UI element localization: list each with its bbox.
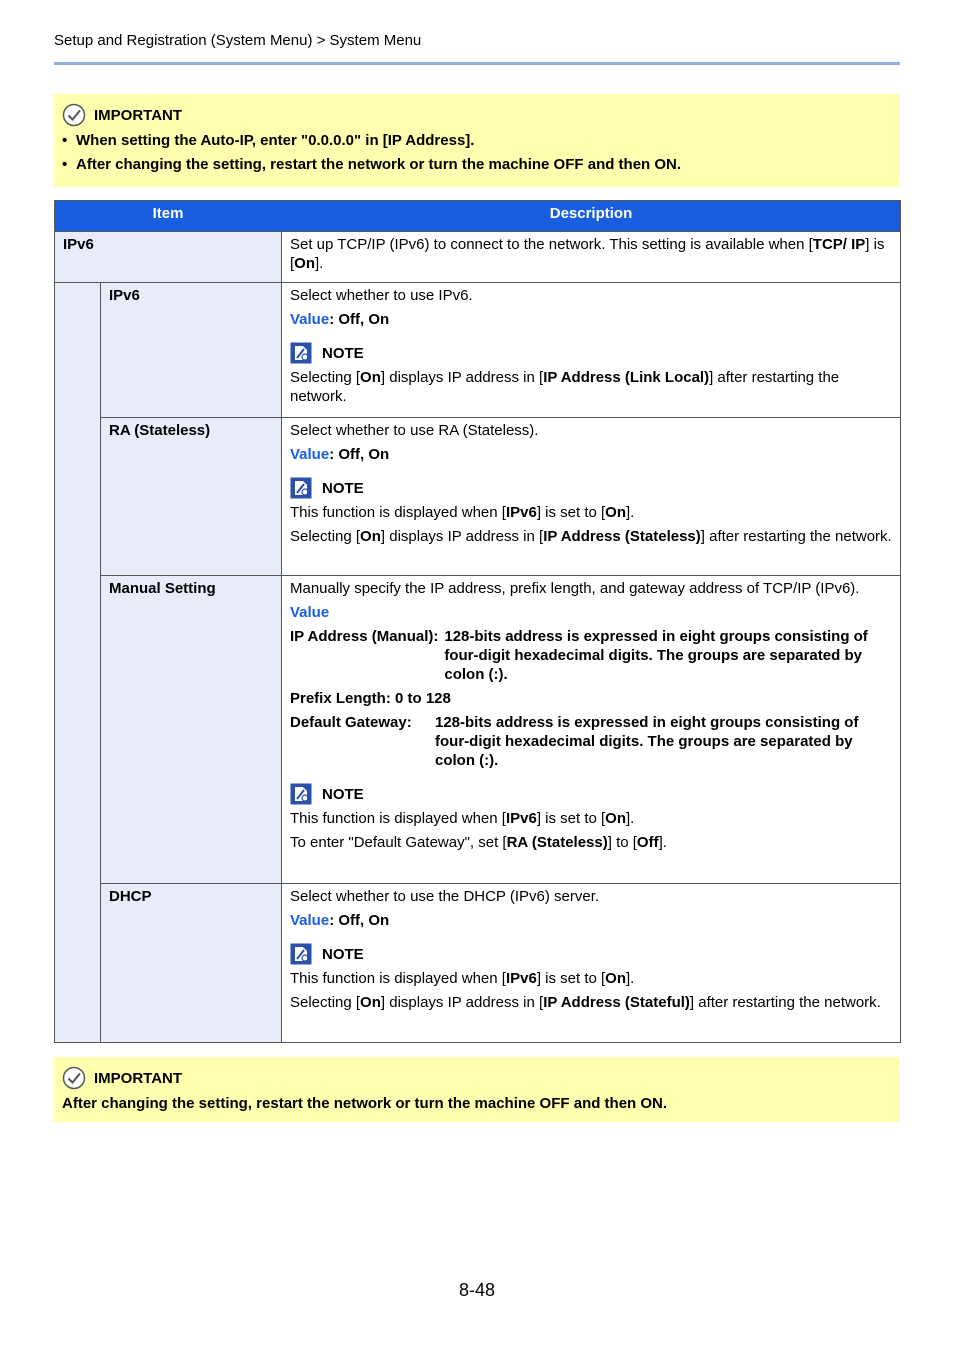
important-text: After changing the setting, restart the network or turn the machine OFF and then ON. <box>62 1095 668 1112</box>
item-manual-setting: Manual Setting <box>101 576 282 884</box>
important-header <box>62 105 892 125</box>
item-ra-stateless: RA (Stateless) <box>101 418 282 576</box>
item-ipv6: IPv6 <box>101 283 282 418</box>
breadcrumb: Setup and Registration (System Menu) > System Menu <box>54 32 422 49</box>
value-label: Value <box>290 446 330 463</box>
important-item: • After changing the setting, restart the network or turn the machine OFF and then ON. <box>62 156 682 173</box>
value-label: Value <box>290 604 330 621</box>
important-title: IMPORTANT <box>94 106 183 124</box>
table-header-row <box>55 201 901 232</box>
description-ipv6-group: Set up TCP/IP (IPv6) to connect to the network. This setting is available when [TCP/ IP] is [On]. <box>282 232 901 283</box>
indent-cell <box>55 283 101 1043</box>
important-item: • When setting the Auto-IP, enter "0.0.0.0" in [IP Address]. <box>62 132 475 149</box>
ip-address-manual: IP Address (Manual): 128-bits address is expressed in eight groups consisting of four-digit hexadecimal digits. The groups are separated by colon (:). <box>290 628 868 683</box>
prefix-length: Prefix Length: 0 to 128 <box>290 690 451 707</box>
table-row <box>55 576 901 884</box>
note-header: NOTE <box>290 942 892 966</box>
description-manual-setting: Manually specify the IP address, prefix length, and gateway address of TCP/IP (IPv6). Value IP Address (Manual): 128-bits address is expressed in eight groups consisting of four-digit hexadecimal digits. The groups are separated by colon (:). Prefix Length: 0 to 128 Default Gateway: 128-bits address is expressed in eight groups consisting of four-digit hexadecimal digits. The groups are separated by colon (:). NOTE This function is displayed when [IPv6] is set to [On]. To enter "Default Gateway", set [RA (Stateless)] to [Off]. <box>282 576 901 884</box>
important-title: IMPORTANT <box>94 1069 183 1087</box>
table-row <box>55 884 901 1043</box>
column-header-description: Description <box>282 201 901 232</box>
check-circle-icon <box>62 103 86 127</box>
value-label: Value <box>290 912 330 929</box>
value-label: Value <box>290 311 330 328</box>
header-rule <box>54 62 900 65</box>
column-header-item: Item <box>55 201 282 232</box>
note-icon <box>290 943 312 965</box>
check-circle-icon <box>62 1066 86 1090</box>
description-ra-stateless: Select whether to use RA (Stateless). Value: Off, On NOTE This function is displayed when [IPv6] is set to [On]. Selecting [On] displays IP address in [IP Address (Stateless)] after restarting the network. <box>282 418 901 576</box>
note-header: NOTE <box>290 476 892 500</box>
note-header: NOTE <box>290 782 892 806</box>
note-header: NOTE <box>290 341 892 365</box>
description-ipv6: Select whether to use IPv6. Value: Off, On NOTE Selecting [On] displays IP address in [IP Address (Link Local)] after restarting the network. <box>282 283 901 418</box>
item-dhcp: DHCP <box>101 884 282 1043</box>
description-dhcp: Select whether to use the DHCP (IPv6) server. Value: Off, On NOTE This function is displayed when [IPv6] is set to [On]. Selecting [On] displays IP address in [IP Address (Stateful)] after restarting the network. <box>282 884 901 1043</box>
table-row <box>55 283 901 418</box>
table-row <box>55 418 901 576</box>
important-box-top <box>54 94 900 187</box>
note-icon <box>290 342 312 364</box>
default-gateway: Default Gateway: 128-bits address is expressed in eight groups consisting of four-digit hexadecimal digits. The groups are separated by colon (:). <box>290 714 859 769</box>
page-number: 8-48 <box>458 1280 496 1300</box>
item-ipv6-group: IPv6 <box>55 232 282 283</box>
important-box-bottom <box>54 1057 900 1122</box>
table-row <box>55 232 901 283</box>
important-header <box>62 1068 892 1088</box>
note-icon <box>290 477 312 499</box>
settings-table <box>54 200 901 1043</box>
note-icon <box>290 783 312 805</box>
